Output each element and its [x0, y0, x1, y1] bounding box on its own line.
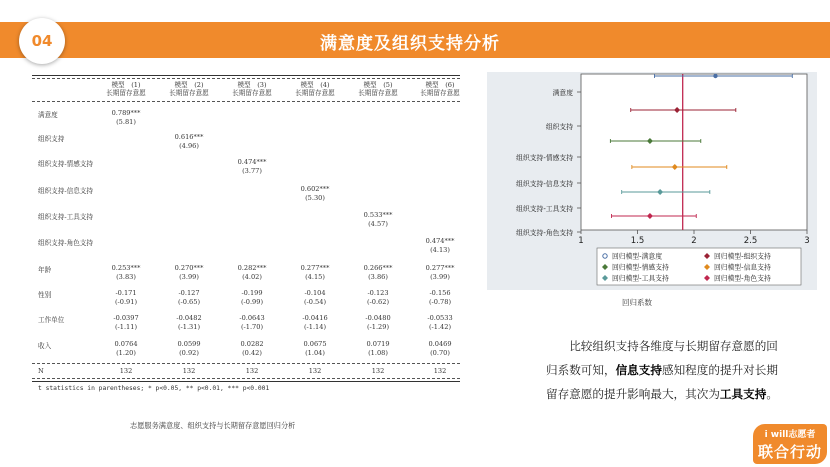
description-text-2: 感知程度的提升对长期留存意愿的提升影响最大，其次为: [546, 363, 778, 401]
table-row-label: 工作单位: [38, 316, 65, 324]
table-row-label: 满意度: [38, 111, 58, 119]
category-label: 组织支持-工具支持: [516, 205, 573, 213]
category-label: 组织支持-情感支持: [516, 154, 573, 162]
table-cell: 0.277*** (4.15): [300, 264, 330, 281]
table-cell: 0.0675 (1.04): [303, 340, 327, 357]
section-number-badge: [19, 18, 65, 64]
column-model-label: 模型 (5): [363, 81, 393, 89]
column-dv-label: 长期留存意愿: [232, 89, 272, 97]
table-bottom-rule-2: [32, 381, 460, 382]
coefficient-plot: [487, 72, 817, 290]
column-dv-label: 长期留存意愿: [295, 89, 335, 97]
table-cell: 0.0599 (0.92): [177, 340, 201, 357]
table-row-label: N: [38, 367, 44, 375]
category-label: 组织支持: [545, 123, 573, 131]
table-cell: 0.474*** (4.13): [425, 237, 455, 254]
x-tick-label: 2.5: [743, 236, 758, 246]
table-cell: 0.270*** (3.99): [174, 264, 204, 281]
table-cell: 0.0764 (1.20): [114, 340, 138, 357]
column-dv-label: 长期留存意愿: [420, 89, 460, 97]
table-cell: 0.0719 (1.08): [366, 340, 390, 357]
brand-logo: [753, 424, 827, 464]
table-top-rule-2: [32, 78, 460, 79]
category-label: 组织支持-信息支持: [516, 180, 573, 188]
table-row-label: 组织支持-工具支持: [38, 213, 93, 221]
table-row-label: 收入: [38, 342, 52, 350]
column-header-5: [348, 81, 408, 97]
table-cell: -0.0480 (-1.29): [365, 314, 391, 331]
table-caption: 志愿服务满意度、组织支持与长期留存意愿回归分析: [130, 421, 296, 430]
table-cell: -0.0482 (-1.31): [176, 314, 202, 331]
table-cell: 132: [182, 367, 196, 375]
x-tick-label: 2: [691, 236, 697, 246]
plot-area: [581, 74, 807, 230]
legend-label: 回归模型-角色支持: [714, 274, 771, 283]
legend-label: 回归模型-工具支持: [612, 274, 669, 283]
table-cell: -0.127 (-0.65): [177, 289, 201, 306]
category-label: 组织支持-角色支持: [516, 229, 573, 237]
column-model-label: 模型 (1): [111, 81, 141, 89]
analysis-description: [546, 334, 782, 406]
table-cell: 0.616*** (4.96): [174, 133, 204, 150]
column-model-label: 模型 (3): [237, 81, 267, 89]
table-bottom-rule: [32, 378, 460, 379]
coefficient-chart-panel: [487, 72, 817, 290]
table-cell: 132: [433, 367, 447, 375]
table-cell: -0.0533 (-1.42): [427, 314, 453, 331]
table-cell: -0.123 (-0.62): [366, 289, 390, 306]
legend-label: 回归模型-组织支持: [714, 252, 771, 261]
table-cell: -0.156 (-0.78): [428, 289, 452, 306]
regression-table: [32, 73, 462, 408]
x-tick-label: 1: [578, 236, 584, 246]
x-tick-label: 3: [804, 236, 810, 246]
table-cell: -0.171 (-0.91): [114, 289, 138, 306]
table-header-rule: [32, 101, 460, 102]
column-header-3: [222, 81, 282, 97]
table-cell: 0.474*** (3.77): [237, 158, 267, 175]
column-model-label: 模型 (2): [174, 81, 204, 89]
table-cell: 0.277*** (3.99): [425, 264, 455, 281]
table-n-rule: [32, 363, 460, 364]
table-cell: 0.282*** (4.02): [237, 264, 267, 281]
column-header-2: [159, 81, 219, 97]
legend-label: 回归模型-信息支持: [714, 263, 771, 272]
description-highlight-info-support: 信息支持: [615, 363, 662, 377]
table-cell: 0.602*** (5.30): [300, 185, 330, 202]
column-dv-label: 长期留存意愿: [358, 89, 398, 97]
table-cell: -0.104 (-0.54): [303, 289, 327, 306]
chart-x-axis-label: 回归系数: [622, 298, 652, 307]
table-row-label: 年龄: [38, 266, 52, 274]
table-top-rule: [32, 75, 460, 76]
column-model-label: 模型 (6): [425, 81, 455, 89]
legend-label: 回归模型-满意度: [612, 252, 663, 261]
legend-label: 回归模型-情感支持: [612, 263, 669, 272]
table-cell: 0.0469 (0.70): [428, 340, 452, 357]
table-cell: -0.0416 (-1.14): [302, 314, 328, 331]
x-tick-label: 1.5: [630, 236, 645, 246]
column-header-6: [410, 81, 470, 97]
table-cell: 132: [371, 367, 385, 375]
page-title: 满意度及组织支持分析: [320, 34, 500, 54]
table-cell: 132: [245, 367, 259, 375]
table-row-label: 组织支持-角色支持: [38, 239, 93, 247]
logo-line-2: 联合行动: [757, 443, 822, 461]
category-label: 满意度: [552, 89, 573, 97]
table-cell: 132: [119, 367, 133, 375]
table-cell: -0.199 (-0.99): [240, 289, 264, 306]
column-dv-label: 长期留存意愿: [169, 89, 209, 97]
table-note: t statistics in parentheses; * p<0.05, ** p<0.01, *** p<0.001: [38, 385, 270, 392]
table-cell: 0.533*** (4.57): [363, 211, 393, 228]
description-text-3: 。: [766, 387, 778, 401]
table-cell: -0.0397 (-1.11): [113, 314, 139, 331]
column-dv-label: 长期留存意愿: [106, 89, 146, 97]
table-cell: 0.266*** (3.86): [363, 264, 393, 281]
column-header-4: [285, 81, 345, 97]
table-row-label: 组织支持-信息支持: [38, 187, 93, 195]
table-row-label: 组织支持: [38, 135, 65, 143]
table-cell: 0.0282 (0.42): [240, 340, 264, 357]
table-row-label: 性别: [38, 291, 52, 299]
table-cell: 0.253*** (3.83): [111, 264, 141, 281]
table-cell: 132: [308, 367, 322, 375]
table-cell: -0.0643 (-1.70): [239, 314, 265, 331]
section-number: 04: [31, 32, 53, 50]
table-row-label: 组织支持-情感支持: [38, 160, 93, 168]
column-header-1: [96, 81, 156, 97]
description-text-1: 比较组织支持各维度与长期留存意愿的回归系数可知，: [546, 339, 778, 377]
table-cell: 0.789*** (5.81): [111, 109, 141, 126]
column-model-label: 模型 (4): [300, 81, 330, 89]
description-highlight-tool-support: 工具支持: [719, 387, 767, 401]
point-marker: [713, 74, 717, 78]
logo-line-1: i will志愿者: [764, 430, 816, 440]
